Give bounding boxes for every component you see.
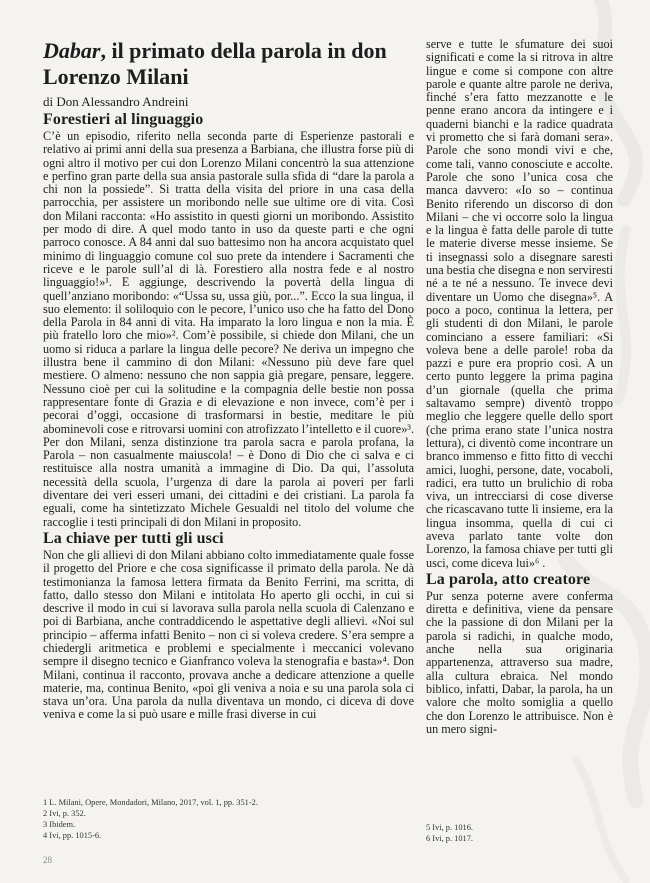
footnote-6: 6 Ivi, p. 1017. — [426, 834, 473, 843]
section-heading-chiave: La chiave per tutti gli usci — [43, 529, 224, 547]
article-title — [43, 38, 414, 90]
paragraph-chiave: Non che gli allievi di don Milani abbiano colto immediatamente quale fosse il progetto del Priore e che cosa significasse il primato della parola. Ne dà testimonianza la famosa lettera firmata da Benito Ferrini, ma scritta, di fatto, dallo stesso don Milani e intitolata Ho aperto gli occhi, in cui si descrive il modo in cui si lavorava sulla parola nella scuola di Calenzano e poi di Barbiana, anche contraddicendo le aspettative degli allievi. «Noi sul principio – afferma infatti Benito – non ci si voleva credere. S’era sempre a chiedergli aritmetica e problemi e specialmente i meccanici volevano sempre il disegno tecnico e Gianfranco voleva la stenografia e basta»⁴. Don Milani, continua il racconto, provava anche a dedicare attenzione a quelle materie, ma, continua Benito, «poi gli veniva a noia e su una parola sola ci stava un’ora. Una parola da nulla diventava un mondo, ci diceva di dove veniva e come la si può usare e mille frasi diverse in cui — [43, 547, 414, 722]
footnotes-left — [43, 797, 414, 841]
footnote-5: 5 Ivi, p. 1016. — [426, 823, 473, 832]
footnote-3: 3 Ibidem. — [43, 820, 76, 829]
right-column — [426, 38, 613, 736]
title-italic-word: Dabar — [43, 38, 101, 63]
article-byline: di Don Alessandro Andreini — [43, 94, 189, 109]
paragraph-chiave-continued: serve e tutte le sfumature dei suoi significati e come la si ritrova in altre lingue e come si compone con altre parole e quante altre parole ne deriva, finché s’era fatto mezzanotte e le penne erano ancora da intingere e i quaderni bianchi e la radice quadrata vi prometto che si farà domani sera». Parole che sono mondi vivi e che, come tali, vanno conosciute e accolte. Parole che sono l’unica cosa che manca davvero: «Io so – continua Benito riferendo un discorso di don Milani – che vi occorre solo la lingua e la lingua è fatta delle parole di tutte le materie diverse messe insieme. Se ti insegnassi solo a disegnare saresti una bestia che disegna e non serviresti né a te né a nessuno. Te invece devi diventare un Uomo che disegna»⁵. A poco a poco, continua la lettera, per gli studenti di don Milani, le parole cominciano a essere familiari: «Si voleva bene a delle parole! roba da pazzi e pure era proprio così. A un certo punto leggere la prima pagina d’un giornale (quella che prima saltavamo sempre) diventò troppo meglio che leggere quelle dello sport (che prima erano state l’unica nostra lettura), ci diventò come incontrare un branco immenso e fitto fitto di vecchi amici, luoghi, persone, date, vocaboli, radici, era tutto un brulichio di roba viva, un intrecciarsi di cose diverse che ricascavano tutte lì insieme, era la lingua insomma, quella di cui ci aveva parlato tante volte don Lorenzo, la famosa chiave per tutti gli usci, come diceva lui»⁶ . — [426, 37, 613, 570]
left-column — [43, 38, 414, 722]
footnote-4: 4 Ivi, pp. 1015-6. — [43, 831, 102, 840]
footnote-2: 2 Ivi, p. 352. — [43, 809, 86, 818]
footnote-1: 1 L. Milani, Opere, Mondadori, Milano, 2017, vol. 1, pp. 351-2. — [43, 798, 258, 807]
title-remainder: , il primato della parola in don Lorenzo Milani — [43, 38, 387, 89]
section-heading-forestieri: Forestieri al linguaggio — [43, 111, 204, 128]
section-heading-parola: La parola, atto creatore — [426, 570, 591, 588]
footnotes-right — [426, 822, 613, 844]
paragraph-parola: Pur senza poterne avere conferma diretta e definitiva, viene da pensare che la passione di don Milani per la parola si radichi, in qualche modo, anche nella sua originaria appartenenza, attraverso sua madre, alla cultura ebraica. Nel mondo biblico, infatti, Dabar, la parola, ha un valore che molto somiglia a quello che don Lorenzo le attribuisce. Non è un mero signi- — [426, 588, 613, 736]
paragraph-forestieri: C’è un episodio, riferito nella seconda parte di Esperienze pastorali e relativo ai primi anni della sua presenza a Barbiana, che illustra forse più di ogni altro il motivo per cui don Lorenzo Milani concentrò la sua attenzione e perfino gran parte della sua ansia pastorale sulla sfida di “dare la parola a chi non la possiede”. Si tratta della visita del priore in una casa della parrocchia, per assistere un moribondo nelle sue ultime ore di vita. Così don Milani racconta: «Ho assistito in questi giorni un moribondo. Assistito per modo di dire. A quel modo tanto in uso da queste parti e che ogni parroco conosce. A 84 anni dal suo battesimo non ha ancora acquistato quel minimo di linguaggio comune col suo prete da intendere i Sacramenti che riceve e le parole sull’al di là. Forestiero alla nostra fede e al nostro linguaggio!»¹. E aggiunge, descrivendo la povertà della lingua di quell’anziano moribondo: «“Ussa su, ussa giù, por...”. Ecco la sua lingua, il suo elemento: il soliloquio con le pecore, l’unico uso che ha fatto del Dono della Parola in 84 anni di vita. Ha imparato la loro lingua e non la mia. È più fratello loro che mio»². Com’è possibile, si chiede don Milani, che un uomo si riduca a parlare la lingua delle pecore? Ne deriva un impegno che illustra bene il cammino di don Milani: «Nessuno più deve fare quel mestiere. O almeno: nessuno che non sappia già pregare, pensare, leggere. Nessuno cioè per cui la solitudine e la compagnia delle bestie non possa rappresentare fonte di Grazia e di elevazione e non invece, com’è per i pecorai d’oggi, occasione di trasformarsi in bestie, meditare le più abominevoli cose e ritrovarsi uomini con atrofizzato l’intelletto e il cuore»³. Per don Milani, senza distinzione tra parola sacra e parola profana, la Parola – non casualmente maiuscola! – è Dono di Dio che ci salva e ci restituisce alla nostra umanità a immagine di Dio. Da qui, l’assoluta necessità della scuola, l’urgenza di dare la parola ai poveri per farli diventare dei veri esseri umani, dei cittadini e dei cristiani. La parola fa eguali, come ha sintetizzato Michele Gesualdi nel titolo del volume che raccoglie i testi principali di don Milani in proposito. — [43, 129, 414, 529]
page-number: 28 — [43, 855, 52, 865]
